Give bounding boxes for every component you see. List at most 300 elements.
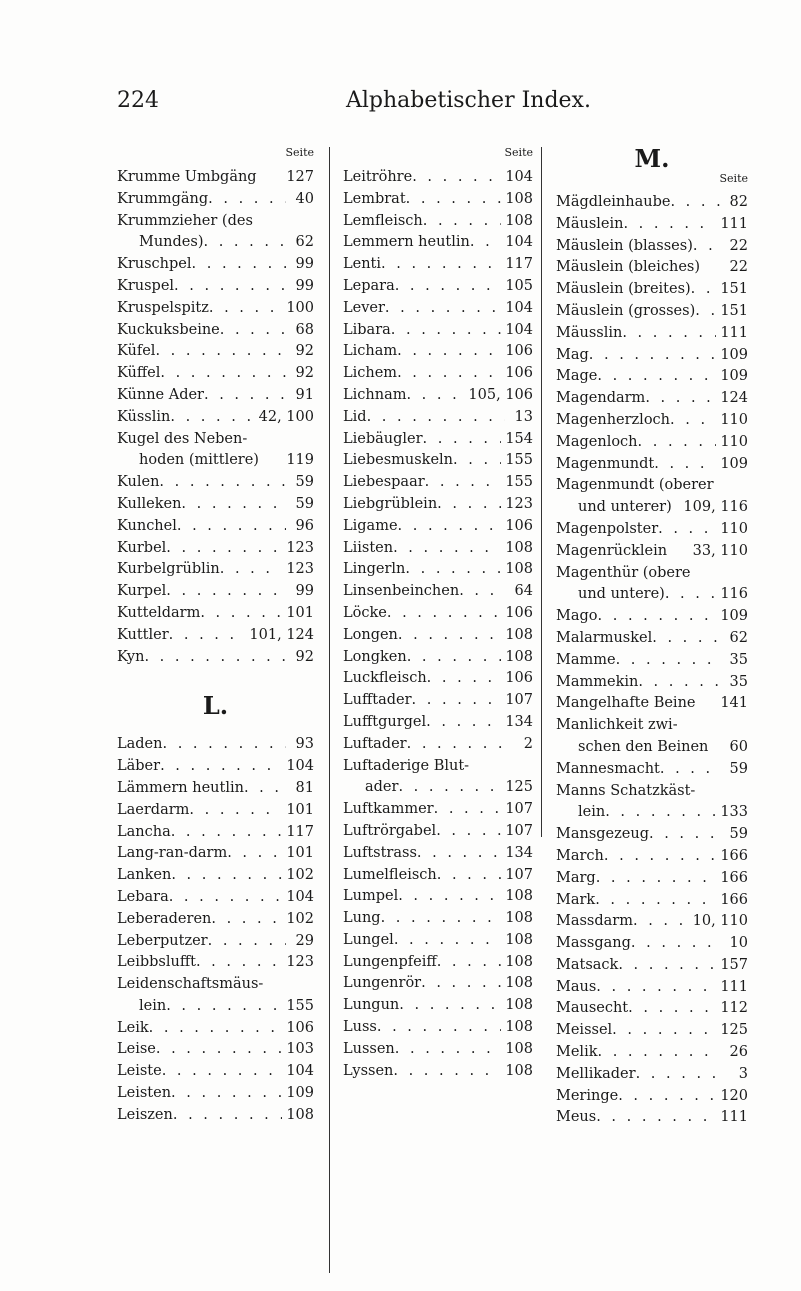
page-reference: 155 [505, 474, 533, 491]
leader-dots [628, 998, 716, 1020]
index-term: Leidenschaftsmäus- [117, 976, 264, 993]
index-term: Magenmundt (oberer [556, 477, 714, 494]
page-reference: 81 [295, 779, 314, 796]
leader-dots [377, 1017, 501, 1039]
index-entry [556, 628, 748, 650]
page-reference: 59 [729, 826, 748, 843]
leader-dots [208, 931, 286, 953]
page-reference: 92 [295, 343, 314, 360]
leader-dots [160, 756, 282, 778]
index-entry [556, 802, 748, 824]
index-entry [117, 581, 314, 603]
index-entry [117, 450, 314, 472]
page-reference: 123 [286, 539, 314, 556]
index-term: Leibbslufft [117, 954, 196, 971]
index-entry [343, 385, 533, 407]
index-term: Lanken [117, 867, 172, 884]
page-reference: 2 [523, 735, 533, 752]
index-term: Lingerln [343, 561, 406, 578]
leader-dots [453, 450, 501, 472]
index-entry [556, 1042, 748, 1064]
index-entry [343, 843, 533, 865]
leader-dots [398, 886, 501, 908]
index-entry [343, 952, 533, 974]
page-reference: 124 [720, 390, 748, 407]
leader-dots [200, 603, 282, 625]
leader-dots [406, 385, 464, 407]
leader-dots [618, 1086, 716, 1108]
index-entry [556, 257, 748, 279]
leader-dots [622, 323, 716, 345]
index-term: Mangelhafte Beine [556, 695, 696, 712]
index-term: Luftkammer [343, 801, 434, 818]
index-term: Liebespaar [343, 474, 425, 491]
index-entry [343, 1039, 533, 1061]
index-term: ader [365, 779, 399, 796]
index-entry [117, 538, 314, 560]
index-term: Lumelfleisch [343, 866, 437, 883]
index-term: Longken [343, 648, 407, 665]
index-entry [117, 232, 314, 254]
index-entry [117, 254, 314, 276]
page-reference: 92 [295, 648, 314, 665]
index-term: Mage [556, 368, 598, 385]
index-term: Mäuslein (breites) [556, 281, 691, 298]
index-entry [556, 715, 748, 737]
index-term: Luftrörgabel [343, 822, 437, 839]
leader-dots [169, 625, 246, 647]
leader-dots [470, 232, 501, 254]
index-term: Kurpel [117, 583, 167, 600]
index-term: Lungel [343, 931, 394, 948]
index-entry [556, 1107, 748, 1129]
leader-dots [204, 232, 287, 254]
page-reference: 107 [505, 801, 533, 818]
index-term: Lenti [343, 256, 382, 273]
seite-header: Seite [504, 146, 533, 159]
leader-dots [171, 865, 282, 887]
index-entry [117, 952, 314, 974]
leader-dots [166, 581, 286, 603]
index-term: Magenloch [556, 433, 638, 450]
page-reference: 109 [286, 1085, 314, 1102]
page-reference: 119 [286, 452, 314, 469]
index-entry [556, 563, 748, 585]
index-entry [343, 298, 533, 320]
leader-dots [670, 410, 716, 432]
index-term: Magenthür (obere [556, 564, 691, 581]
leader-dots [596, 977, 716, 999]
index-entry [343, 712, 533, 734]
index-term: Kuttler [117, 626, 169, 643]
index-entry [556, 541, 748, 563]
leader-dots [393, 538, 501, 560]
index-entry [556, 759, 748, 781]
page-reference: 123 [505, 495, 533, 512]
index-entry [117, 843, 314, 865]
index-entry [556, 1086, 748, 1108]
index-entry [117, 189, 314, 211]
index-entry [556, 192, 748, 214]
page-reference: 101 [286, 801, 314, 818]
index-term: Küfel [117, 343, 156, 360]
page-reference: 104 [505, 234, 533, 251]
leader-dots [406, 189, 502, 211]
leader-dots [596, 868, 717, 890]
index-term: Leiste [117, 1063, 162, 1080]
leader-dots [170, 407, 254, 429]
index-entry [343, 1061, 533, 1083]
index-term: Leisten [117, 1085, 172, 1102]
leader-dots [407, 734, 505, 756]
index-term: Kutteldarm [117, 604, 201, 621]
page-title: Alphabetischer Index. [346, 88, 591, 113]
index-entry [343, 516, 533, 538]
page-reference: 109 [720, 346, 748, 363]
page-reference: 101, 124 [249, 626, 314, 643]
page-reference: 108 [505, 975, 533, 992]
page-reference: 13 [514, 408, 533, 425]
index-entry [117, 1039, 314, 1061]
index-entry [556, 519, 748, 541]
page-reference: 106 [505, 670, 533, 687]
index-entry [556, 933, 748, 955]
index-term: Läber [117, 758, 161, 775]
index-entry [343, 538, 533, 560]
leader-dots [654, 454, 716, 476]
leader-dots [162, 1061, 283, 1083]
index-column-1 [117, 145, 314, 1127]
index-term: Longen [343, 626, 398, 643]
index-entry [117, 407, 314, 429]
page-reference: 166 [720, 869, 748, 886]
k-entries [117, 167, 314, 668]
leader-dots [437, 952, 502, 974]
leader-dots [589, 345, 717, 367]
page-reference: 166 [720, 891, 748, 908]
index-term: Kruspel [117, 277, 175, 294]
index-entry [343, 777, 533, 799]
leader-dots [616, 650, 720, 672]
index-term: Malarmuskel [556, 629, 653, 646]
index-entry [556, 236, 748, 258]
leader-dots [394, 930, 502, 952]
leader-dots [385, 298, 501, 320]
index-term: Mausecht [556, 1000, 629, 1017]
index-entry [556, 977, 748, 999]
index-entry [556, 345, 748, 367]
leader-dots [645, 388, 716, 410]
index-term: Küsslin [117, 408, 171, 425]
leader-dots [367, 407, 505, 429]
leader-dots [169, 887, 283, 909]
page-reference: 105, 106 [468, 386, 533, 403]
page-reference: 134 [505, 713, 533, 730]
index-term: Melik [556, 1044, 598, 1061]
index-term: Ligame [343, 517, 398, 534]
page-reference: 108 [505, 953, 533, 970]
page-reference: 117 [286, 823, 314, 840]
index-term: und untere) [578, 586, 665, 603]
index-entry [117, 647, 314, 669]
index-entry [556, 824, 748, 846]
index-entry [343, 429, 533, 451]
index-entry [556, 998, 748, 1020]
page-reference: 104 [505, 321, 533, 338]
section-letter-l: L. [202, 691, 229, 721]
index-term: Matsack [556, 956, 619, 973]
page-reference: 101 [286, 604, 314, 621]
leader-dots [636, 1064, 720, 1086]
leader-dots [144, 647, 286, 669]
index-entry [556, 1064, 748, 1086]
page-reference: 111 [720, 1109, 748, 1126]
index-entry [117, 756, 314, 778]
index-term: Leik [117, 1019, 149, 1036]
leader-dots [398, 777, 501, 799]
index-entry [343, 232, 533, 254]
index-entry [117, 603, 314, 625]
index-term: Luftstrass [343, 844, 417, 861]
index-entry [117, 494, 314, 516]
page-reference: 101 [286, 845, 314, 862]
page-reference: 91 [295, 386, 314, 403]
index-entry [343, 472, 533, 494]
leader-dots [436, 821, 501, 843]
leader-dots [604, 846, 716, 868]
index-column-3 [556, 145, 748, 1129]
index-term: Lyssen [343, 1062, 394, 1079]
page-reference: 106 [505, 343, 533, 360]
leader-dots [412, 690, 502, 712]
page-reference: 106 [505, 365, 533, 382]
index-term: Lussen [343, 1040, 395, 1057]
index-term: Lid [343, 408, 367, 425]
index-term: Liebäugler [343, 430, 423, 447]
index-entry [343, 494, 533, 516]
index-term: Lungenpfeiff [343, 953, 437, 970]
leader-dots [381, 908, 502, 930]
index-term: Kurbel [117, 539, 167, 556]
index-term: Krumme Umbgäng [117, 169, 257, 185]
leader-dots [638, 432, 717, 454]
index-term: Lungenrör [343, 975, 422, 992]
page-reference: 82 [729, 194, 748, 210]
seite-header: Seite [719, 172, 748, 185]
leader-dots [598, 1042, 721, 1064]
page-reference: 104 [286, 1063, 314, 1080]
index-entry [556, 388, 748, 410]
index-entry [117, 822, 314, 844]
index-entry [343, 886, 533, 908]
index-term: Leitröhre [343, 169, 413, 185]
index-entry [117, 865, 314, 887]
page-reference: 116 [720, 586, 748, 603]
index-entry [556, 475, 748, 497]
index-term: Kruspelspitz [117, 299, 209, 316]
leader-dots [196, 952, 282, 974]
page-reference: 134 [505, 844, 533, 861]
index-term: Leberputzer [117, 932, 208, 949]
leader-dots [695, 301, 716, 323]
leader-dots [220, 320, 286, 342]
index-term: lein [578, 804, 606, 821]
page-reference: 151 [720, 302, 748, 319]
page-reference: 108 [505, 910, 533, 927]
index-entry [556, 737, 748, 759]
leader-dots [204, 385, 286, 407]
index-entry [117, 211, 314, 233]
index-term: Kyn [117, 648, 145, 665]
page-reference: 108 [505, 626, 533, 643]
index-entry [117, 1083, 314, 1105]
index-term: Lufftader [343, 692, 412, 709]
index-term: Lebara [117, 888, 169, 905]
page-reference: 105 [505, 277, 533, 294]
leader-dots [181, 494, 286, 516]
index-entry [556, 366, 748, 388]
leader-dots [595, 890, 716, 912]
index-entry [556, 584, 748, 606]
index-term: March [556, 847, 604, 864]
index-term: Licham [343, 343, 398, 360]
page-reference: 110 [720, 411, 748, 428]
leader-dots [189, 800, 282, 822]
index-term: Kunchel [117, 517, 177, 534]
page-reference: 154 [505, 430, 533, 447]
leader-dots [407, 647, 502, 669]
leader-dots [434, 799, 502, 821]
index-entry [117, 996, 314, 1018]
page-reference: 60 [729, 738, 748, 755]
leader-dots [398, 625, 501, 647]
index-term: schen den Beinen [578, 738, 709, 755]
index-term: Kurbelgrüblin [117, 561, 220, 578]
leader-dots [393, 1061, 501, 1083]
index-entry [556, 868, 748, 890]
leader-dots [160, 363, 286, 385]
index-term: Lang-ran-darm [117, 845, 228, 862]
index-term: Mägdleinhaube [556, 194, 671, 210]
leader-dots [426, 712, 501, 734]
page-reference: 106 [286, 1019, 314, 1036]
index-term: Lichem [343, 365, 398, 382]
leader-dots [437, 494, 501, 516]
index-term: Liebesmuskeln [343, 452, 454, 469]
index-term: Löcke [343, 604, 387, 621]
page-reference: 141 [720, 695, 748, 712]
seite-header: Seite [285, 146, 314, 159]
page-reference: 100 [286, 299, 314, 316]
index-term: Mammekin [556, 673, 639, 690]
index-entry [556, 301, 748, 323]
page-reference: 103 [286, 1041, 314, 1058]
index-term: Lung [343, 910, 381, 927]
m-entries [556, 192, 748, 1129]
index-term: Liebgrüblein [343, 495, 438, 512]
index-entry [117, 298, 314, 320]
page-reference: 104 [286, 758, 314, 775]
page-reference: 59 [295, 474, 314, 491]
index-entry [117, 931, 314, 953]
index-term: Laerdarm [117, 801, 190, 818]
index-term: Luftaderige Blut- [343, 757, 470, 774]
page-reference: 155 [286, 997, 314, 1014]
index-term: Kulleken [117, 495, 182, 512]
index-entry [117, 778, 314, 800]
index-term: Lichnam [343, 386, 407, 403]
leader-dots [437, 865, 502, 887]
page-reference: 22 [729, 237, 748, 254]
page-reference: 40 [295, 190, 314, 207]
page-reference: 102 [286, 867, 314, 884]
index-entry [117, 341, 314, 363]
index-term: Lembrat [343, 190, 406, 207]
index-term: Magenpolster [556, 520, 659, 537]
index-entry [117, 974, 314, 996]
index-term: Kulen [117, 474, 160, 491]
index-entry [343, 930, 533, 952]
index-entry [343, 211, 533, 233]
index-term: Luftader [343, 735, 407, 752]
page-reference: 166 [720, 847, 748, 864]
index-entry [117, 363, 314, 385]
index-entry [556, 672, 748, 694]
leader-dots [693, 236, 720, 258]
leader-dots [597, 366, 716, 388]
index-entry [343, 581, 533, 603]
index-entry [343, 341, 533, 363]
page-reference: 123 [286, 561, 314, 578]
index-entry [343, 625, 533, 647]
page-reference: 106 [505, 517, 533, 534]
index-term: Lufftgurgel [343, 713, 427, 730]
leader-dots [192, 254, 286, 276]
page-reference: 109 [720, 455, 748, 472]
page-reference: 125 [505, 779, 533, 796]
index-entry [343, 363, 533, 385]
index-term: Massdarm [556, 913, 633, 930]
leader-dots [395, 1039, 502, 1061]
index-term: Mansgezeug [556, 826, 649, 843]
leader-dots [156, 1039, 282, 1061]
index-entry [343, 559, 533, 581]
leader-dots [623, 214, 716, 236]
leader-dots [658, 519, 716, 541]
page-reference: 108 [505, 997, 533, 1014]
index-entry [117, 1061, 314, 1083]
page-reference: 33, 110 [692, 542, 748, 559]
index-term: Meringe [556, 1087, 619, 1104]
page-reference: 104 [505, 299, 533, 316]
index-entry [556, 497, 748, 519]
leader-dots [381, 254, 501, 276]
index-entry [117, 1105, 314, 1127]
index-term: Küffel [117, 365, 161, 382]
column-divider-2 [541, 147, 542, 837]
leader-dots [596, 1107, 716, 1129]
index-entry [117, 167, 314, 189]
leader-dots [211, 909, 282, 931]
leader-dots [149, 1018, 283, 1040]
index-entry [343, 690, 533, 712]
index-term: Mäuslein [556, 215, 624, 232]
leader-dots [166, 538, 282, 560]
index-entry [117, 734, 314, 756]
page-reference: 111 [720, 215, 748, 232]
index-term: Kuckuksbeine [117, 321, 220, 338]
index-term: Krummgäng [117, 190, 209, 207]
